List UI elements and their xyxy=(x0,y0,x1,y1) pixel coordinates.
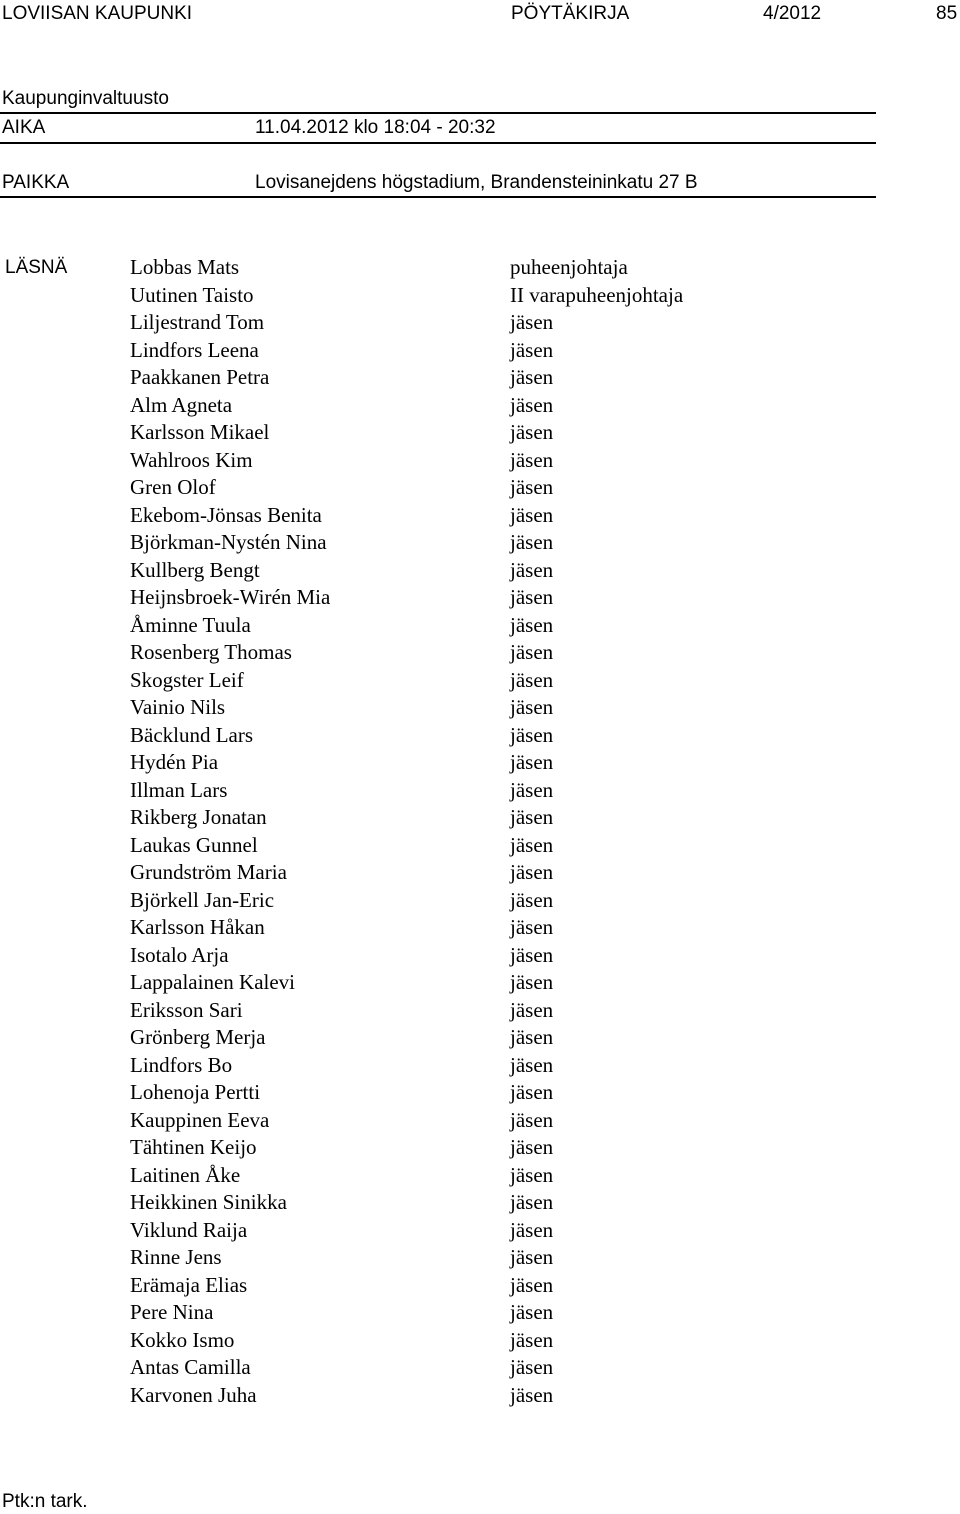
body-name: Kaupunginvaltuusto xyxy=(2,88,169,109)
attendee-role: jäsen xyxy=(510,1135,554,1159)
attendee-row xyxy=(130,364,830,392)
attendee-name: Heikkinen Sinikka xyxy=(130,1190,287,1214)
attendee-row xyxy=(130,804,830,832)
attendee-name: Laitinen Åke xyxy=(130,1162,241,1187)
attendee-role: jäsen xyxy=(510,777,554,802)
attendee-name: Erämaja Elias xyxy=(130,1272,248,1297)
attendee-role: jäsen xyxy=(510,640,554,664)
attendee-row xyxy=(130,1272,830,1300)
footer-continued: Ptk:n tark. xyxy=(2,1491,88,1512)
attendee-row xyxy=(130,1217,830,1245)
attendee-role: jäsen xyxy=(510,860,554,884)
attendee-name: Björkell Jan-Eric xyxy=(130,887,275,912)
attendee-role: jäsen xyxy=(510,392,554,417)
attendee-name: Grundström Maria xyxy=(130,860,287,884)
attendee-role: jäsen xyxy=(510,1162,554,1187)
attendee-role: jäsen xyxy=(510,585,554,609)
attendee-name: Heijnsbroek-Wirén Mia xyxy=(130,585,331,609)
attendee-row xyxy=(130,859,830,887)
attendee-role: jäsen xyxy=(510,832,554,857)
attendee-name: Bäcklund Lars xyxy=(130,722,254,747)
attendee-role: jäsen xyxy=(510,915,554,939)
attendee-name: Rosenberg Thomas xyxy=(130,640,292,664)
attendee-row xyxy=(130,1162,830,1190)
attendee-role: jäsen xyxy=(510,420,554,444)
divider-line xyxy=(0,196,876,198)
attendee-row xyxy=(130,749,830,777)
place-value: Lovisanejdens högstadium, Brandensteininkatu 27 B xyxy=(255,172,698,193)
attendee-row xyxy=(130,529,830,557)
attendee-name: Antas Camilla xyxy=(130,1355,251,1379)
attendee-name: Grönberg Merja xyxy=(130,1025,266,1049)
attendee-row xyxy=(130,914,830,942)
attendee-name: Åminne Tuula xyxy=(130,612,251,637)
attendee-name: Lindfors Leena xyxy=(130,337,259,362)
attendee-role: jäsen xyxy=(510,530,554,554)
attendee-role: jäsen xyxy=(510,887,554,912)
attendee-row xyxy=(130,254,830,282)
attendee-role: jäsen xyxy=(510,1025,554,1049)
attendee-role: jäsen xyxy=(510,337,554,362)
header-city: LOVIISAN KAUPUNKI xyxy=(2,3,193,24)
attendee-row xyxy=(130,584,830,612)
attendee-row xyxy=(130,557,830,585)
attendee-row xyxy=(130,502,830,530)
attendee-role: jäsen xyxy=(510,997,554,1022)
attendee-role: jäsen xyxy=(510,722,554,747)
attendee-row xyxy=(130,1079,830,1107)
attendee-row xyxy=(130,1189,830,1217)
attendee-name: Kokko Ismo xyxy=(130,1327,235,1352)
attendee-row xyxy=(130,969,830,997)
attendee-name: Kullberg Bengt xyxy=(130,557,260,582)
attendee-row xyxy=(130,1382,830,1410)
attendee-name: Vainio Nils xyxy=(130,695,226,719)
header-doc-number: 4/2012 xyxy=(763,3,822,24)
attendee-role: jäsen xyxy=(510,502,554,527)
attendee-role: jäsen xyxy=(510,365,554,389)
attendee-role: jäsen xyxy=(510,1272,554,1297)
attendee-role: jäsen xyxy=(510,1107,554,1132)
place-label: PAIKKA xyxy=(2,172,70,193)
attendee-role: jäsen xyxy=(510,310,554,334)
attendee-role: jäsen xyxy=(510,1245,554,1269)
attendee-row xyxy=(130,1354,830,1382)
attendee-name: Karlsson Mikael xyxy=(130,420,270,444)
attendee-row xyxy=(130,722,830,750)
attendee-name: Eriksson Sari xyxy=(130,997,243,1022)
attendee-row xyxy=(130,447,830,475)
attendee-role: puheenjohtaja xyxy=(510,255,628,279)
attendee-row xyxy=(130,474,830,502)
attendee-row xyxy=(130,337,830,365)
attendee-role: jäsen xyxy=(510,1355,554,1379)
attendee-name: Liljestrand Tom xyxy=(130,310,265,334)
attendee-role: jäsen xyxy=(510,1382,554,1407)
attendee-row xyxy=(130,777,830,805)
attendee-role: jäsen xyxy=(510,695,554,719)
attendee-role: jäsen xyxy=(510,1190,554,1214)
attendee-role: jäsen xyxy=(510,475,554,499)
attendee-row xyxy=(130,419,830,447)
header-doc-type: PÖYTÄKIRJA xyxy=(511,3,630,24)
attendee-row xyxy=(130,309,830,337)
attendee-row xyxy=(130,1052,830,1080)
attendee-row xyxy=(130,694,830,722)
attendee-row xyxy=(130,392,830,420)
attendee-role: jäsen xyxy=(510,970,554,994)
attendee-name: Tähtinen Keijo xyxy=(130,1135,257,1159)
attendee-row xyxy=(130,1134,830,1162)
attendee-role: jäsen xyxy=(510,612,554,637)
attendee-row xyxy=(130,997,830,1025)
attendee-role: jäsen xyxy=(510,447,554,472)
attendee-name: Kauppinen Eeva xyxy=(130,1107,270,1132)
attendee-list xyxy=(130,254,830,1409)
attendee-name: Wahlroos Kim xyxy=(130,447,253,472)
attendee-row xyxy=(130,639,830,667)
attendee-role: jäsen xyxy=(510,1080,554,1104)
attendee-role: II varapuheenjohtaja xyxy=(510,282,684,307)
present-label: LÄSNÄ xyxy=(5,257,68,278)
attendee-name: Rikberg Jonatan xyxy=(130,805,267,829)
attendee-name: Ekebom-Jönsas Benita xyxy=(130,502,322,527)
attendee-name: Karvonen Juha xyxy=(130,1382,257,1407)
attendee-row xyxy=(130,1327,830,1355)
attendee-row xyxy=(130,832,830,860)
attendee-name: Rinne Jens xyxy=(130,1245,222,1269)
attendee-role: jäsen xyxy=(510,750,554,774)
attendee-name: Gren Olof xyxy=(130,475,216,499)
attendee-name: Lobbas Mats xyxy=(130,255,240,279)
attendee-name: Illman Lars xyxy=(130,777,228,802)
attendee-row xyxy=(130,1024,830,1052)
attendee-row xyxy=(130,942,830,970)
attendee-row xyxy=(130,667,830,695)
attendee-row xyxy=(130,612,830,640)
attendee-row xyxy=(130,282,830,310)
attendee-name: Karlsson Håkan xyxy=(130,915,265,939)
attendee-name: Isotalo Arja xyxy=(130,942,229,967)
attendee-name: Alm Agneta xyxy=(130,392,233,417)
attendee-name: Björkman-Nystén Nina xyxy=(130,530,327,554)
attendee-name: Laukas Gunnel xyxy=(130,832,258,857)
attendee-role: jäsen xyxy=(510,942,554,967)
attendee-role: jäsen xyxy=(510,805,554,829)
divider-line xyxy=(0,142,876,144)
attendee-row xyxy=(130,1244,830,1272)
header-page-number: 85 xyxy=(936,3,958,24)
attendee-role: jäsen xyxy=(510,1327,554,1352)
time-label: AIKA xyxy=(2,117,46,138)
attendee-role: jäsen xyxy=(510,667,554,692)
attendee-row xyxy=(130,887,830,915)
time-value: 11.04.2012 klo 18:04 - 20:32 xyxy=(255,117,496,138)
attendee-name: Skogster Leif xyxy=(130,667,244,692)
attendee-role: jäsen xyxy=(510,557,554,582)
attendee-name: Paakkanen Petra xyxy=(130,365,270,389)
attendee-row xyxy=(130,1299,830,1327)
attendee-role: jäsen xyxy=(510,1217,554,1242)
attendee-name: Hydén Pia xyxy=(130,750,219,774)
attendee-role: jäsen xyxy=(510,1300,554,1324)
attendee-role: jäsen xyxy=(510,1052,554,1077)
attendee-name: Uutinen Taisto xyxy=(130,282,254,307)
divider-line xyxy=(0,112,876,114)
attendee-name: Viklund Raija xyxy=(130,1217,248,1242)
attendee-name: Lindfors Bo xyxy=(130,1052,233,1077)
attendee-name: Pere Nina xyxy=(130,1300,214,1324)
attendee-name: Lohenoja Pertti xyxy=(130,1080,261,1104)
attendee-row xyxy=(130,1107,830,1135)
attendee-name: Lappalainen Kalevi xyxy=(130,970,296,994)
